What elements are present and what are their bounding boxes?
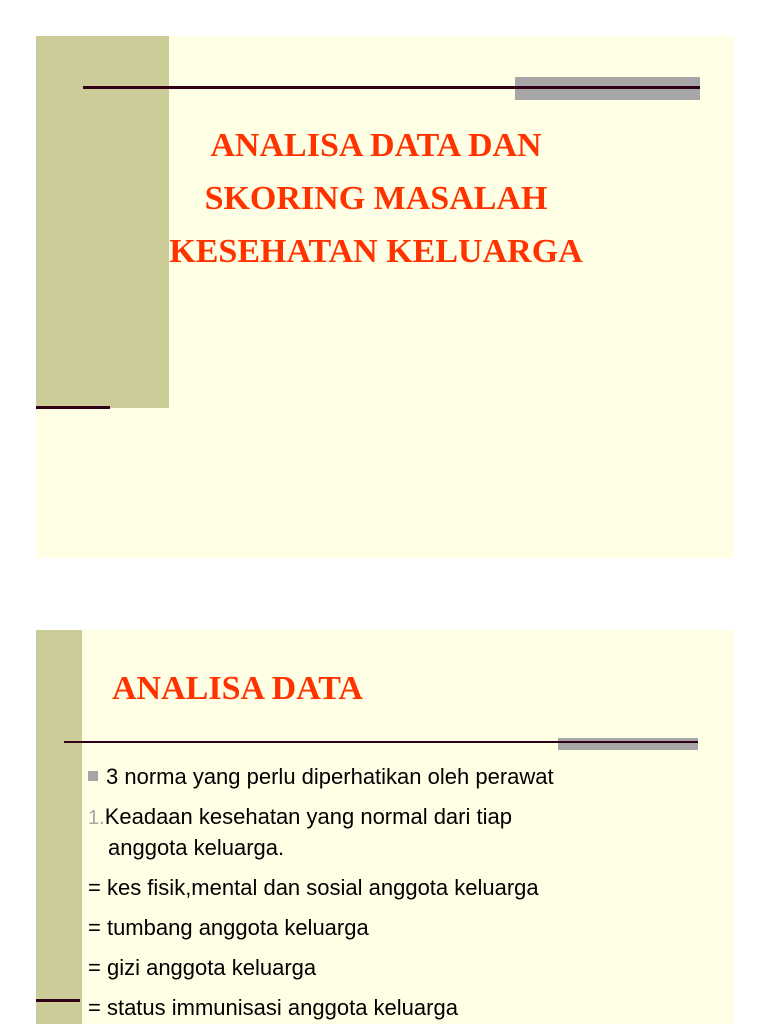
title-line-1: ANALISA DATA DAN [210,127,542,164]
slide-sidebar [36,630,82,1024]
list-item-numbered-cont [88,833,708,863]
slide-analisa-data [36,630,734,1024]
sidebar-bottom-rule [36,999,80,1002]
list-item: = status immunisasi anggota keluarga [88,995,458,1020]
item-number: 1. [88,807,105,829]
slide-title-text [96,119,656,278]
item-text-line-2: anggota keluarga. [108,835,285,860]
square-bullet-icon [88,771,98,781]
sidebar-bottom-rule [36,406,110,409]
item-text-line-1: Keadaan kesehatan yang normal dari tiap [104,804,512,829]
slide-body [88,762,708,1023]
heading-rule [64,741,698,743]
list-item-numbered [88,802,708,833]
list-item: = tumbang anggota keluarga [88,915,369,940]
list-item: = kes fisik,mental dan sosial anggota keluarga [88,875,539,900]
title-top-rule [83,86,700,89]
title-line-2: SKORING MASALAH [204,180,548,217]
title-line-3: KESEHATAN KELUARGA [169,233,583,270]
list-item: = gizi anggota keluarga [88,955,317,980]
slide-title [36,36,734,558]
list-item-intro [88,762,708,792]
intro-text: 3 norma yang perlu diperhatikan oleh perawat [106,764,554,789]
slide-heading: ANALISA DATA [112,670,363,707]
rule-shadow [558,738,698,750]
